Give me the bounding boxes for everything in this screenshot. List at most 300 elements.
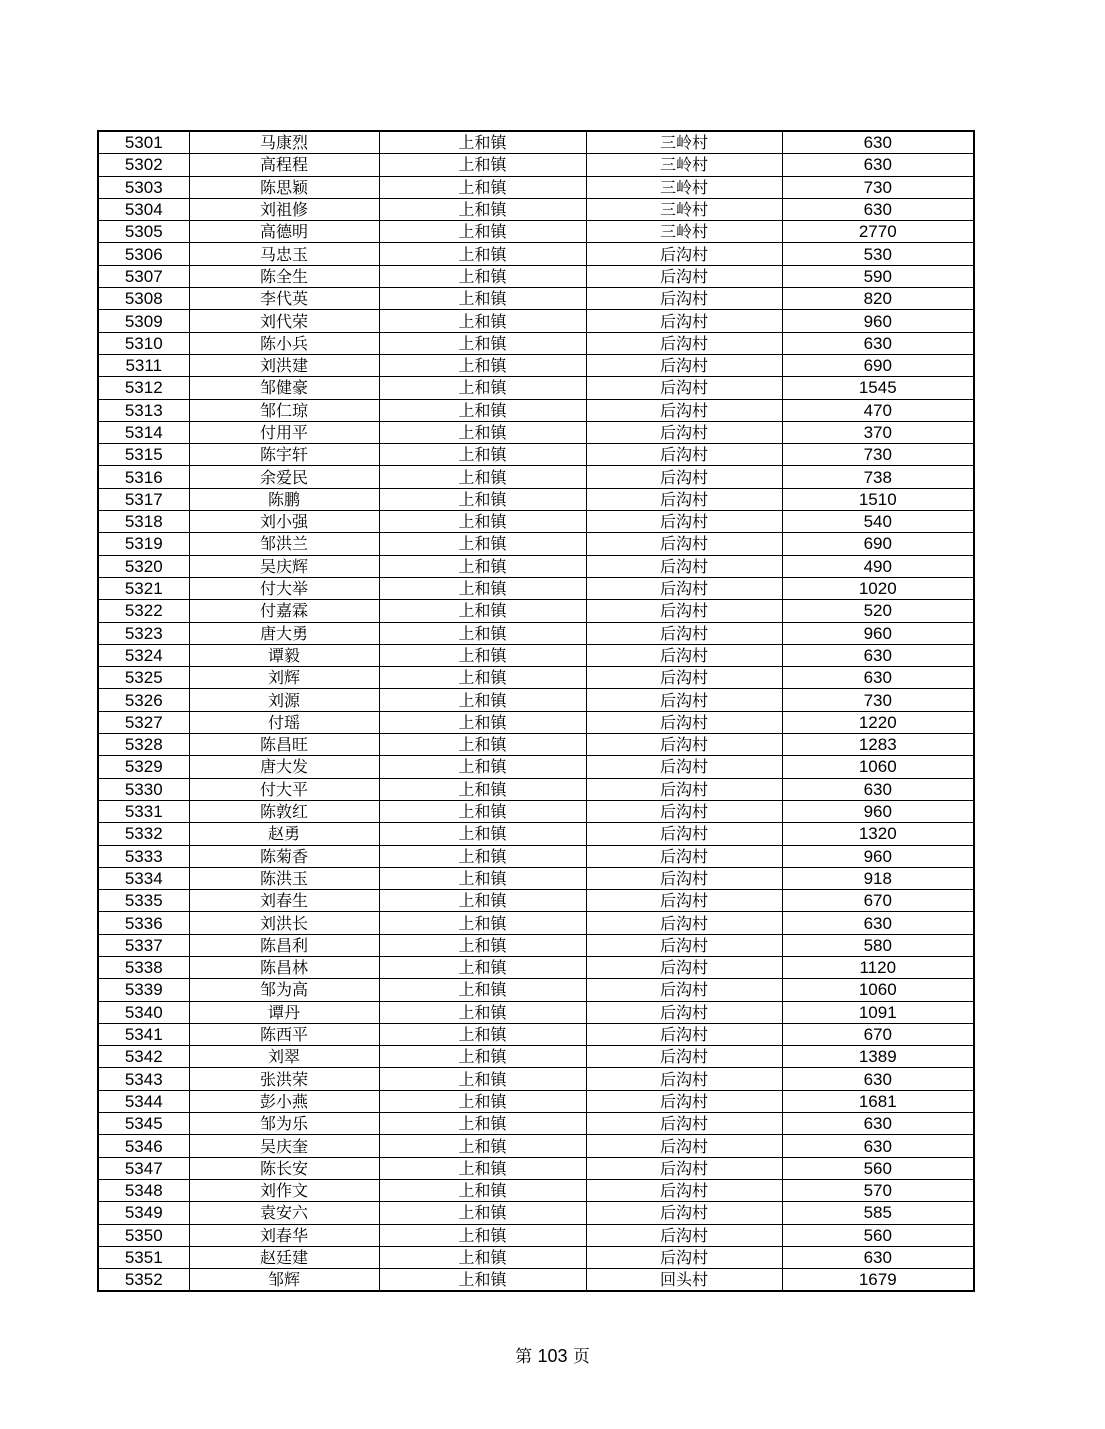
village-cell: 后沟村 bbox=[586, 1246, 782, 1268]
record-number-cell: 5322 bbox=[98, 600, 189, 622]
table-row bbox=[98, 131, 974, 154]
table-row bbox=[98, 1179, 974, 1201]
table-row bbox=[98, 1202, 974, 1224]
name-cell: 陈昌林 bbox=[189, 956, 379, 978]
town-cell: 上和镇 bbox=[379, 377, 586, 399]
village-cell: 后沟村 bbox=[586, 756, 782, 778]
name-cell: 付嘉霖 bbox=[189, 600, 379, 622]
village-cell: 后沟村 bbox=[586, 533, 782, 555]
table-row bbox=[98, 756, 974, 778]
town-cell: 上和镇 bbox=[379, 912, 586, 934]
name-cell: 余爱民 bbox=[189, 466, 379, 488]
amount-cell: 1681 bbox=[782, 1090, 974, 1112]
amount-cell: 1389 bbox=[782, 1046, 974, 1068]
amount-cell: 630 bbox=[782, 778, 974, 800]
amount-cell: 1020 bbox=[782, 577, 974, 599]
amount-cell: 630 bbox=[782, 644, 974, 666]
amount-cell: 690 bbox=[782, 533, 974, 555]
village-cell: 后沟村 bbox=[586, 890, 782, 912]
table-row bbox=[98, 399, 974, 421]
record-number-cell: 5306 bbox=[98, 243, 189, 265]
table-row bbox=[98, 332, 974, 354]
town-cell: 上和镇 bbox=[379, 667, 586, 689]
table-row bbox=[98, 1023, 974, 1045]
town-cell: 上和镇 bbox=[379, 488, 586, 510]
record-number-cell: 5315 bbox=[98, 444, 189, 466]
name-cell: 刘春华 bbox=[189, 1224, 379, 1246]
amount-cell: 820 bbox=[782, 288, 974, 310]
amount-cell: 1091 bbox=[782, 1001, 974, 1023]
amount-cell: 1060 bbox=[782, 979, 974, 1001]
village-cell: 后沟村 bbox=[586, 555, 782, 577]
record-number-cell: 5324 bbox=[98, 644, 189, 666]
amount-cell: 630 bbox=[782, 912, 974, 934]
amount-cell: 960 bbox=[782, 622, 974, 644]
amount-cell: 580 bbox=[782, 934, 974, 956]
town-cell: 上和镇 bbox=[379, 310, 586, 332]
record-number-cell: 5328 bbox=[98, 734, 189, 756]
table-row bbox=[98, 265, 974, 287]
amount-cell: 1283 bbox=[782, 734, 974, 756]
town-cell: 上和镇 bbox=[379, 399, 586, 421]
town-cell: 上和镇 bbox=[379, 154, 586, 176]
amount-cell: 1060 bbox=[782, 756, 974, 778]
table-row bbox=[98, 288, 974, 310]
record-number-cell: 5335 bbox=[98, 890, 189, 912]
record-number-cell: 5339 bbox=[98, 979, 189, 1001]
town-cell: 上和镇 bbox=[379, 1179, 586, 1201]
name-cell: 刘洪长 bbox=[189, 912, 379, 934]
record-number-cell: 5310 bbox=[98, 332, 189, 354]
table-row bbox=[98, 823, 974, 845]
name-cell: 陈昌旺 bbox=[189, 734, 379, 756]
record-number-cell: 5318 bbox=[98, 511, 189, 533]
village-cell: 后沟村 bbox=[586, 399, 782, 421]
village-cell: 回头村 bbox=[586, 1269, 782, 1292]
amount-cell: 520 bbox=[782, 600, 974, 622]
record-number-cell: 5346 bbox=[98, 1135, 189, 1157]
village-cell: 后沟村 bbox=[586, 934, 782, 956]
name-cell: 刘代荣 bbox=[189, 310, 379, 332]
town-cell: 上和镇 bbox=[379, 444, 586, 466]
table-row bbox=[98, 689, 974, 711]
record-number-cell: 5345 bbox=[98, 1113, 189, 1135]
table-row bbox=[98, 711, 974, 733]
village-cell: 后沟村 bbox=[586, 332, 782, 354]
record-number-cell: 5314 bbox=[98, 421, 189, 443]
name-cell: 陈敦红 bbox=[189, 800, 379, 822]
amount-cell: 630 bbox=[782, 1135, 974, 1157]
town-cell: 上和镇 bbox=[379, 354, 586, 376]
name-cell: 陈长安 bbox=[189, 1157, 379, 1179]
amount-cell: 960 bbox=[782, 310, 974, 332]
record-number-cell: 5316 bbox=[98, 466, 189, 488]
village-cell: 后沟村 bbox=[586, 823, 782, 845]
record-number-cell: 5333 bbox=[98, 845, 189, 867]
record-number-cell: 5343 bbox=[98, 1068, 189, 1090]
town-cell: 上和镇 bbox=[379, 466, 586, 488]
record-number-cell: 5338 bbox=[98, 956, 189, 978]
record-number-cell: 5342 bbox=[98, 1046, 189, 1068]
amount-cell: 570 bbox=[782, 1179, 974, 1201]
name-cell: 刘小强 bbox=[189, 511, 379, 533]
town-cell: 上和镇 bbox=[379, 1135, 586, 1157]
amount-cell: 370 bbox=[782, 421, 974, 443]
name-cell: 陈思颖 bbox=[189, 176, 379, 198]
table-row bbox=[98, 221, 974, 243]
town-cell: 上和镇 bbox=[379, 800, 586, 822]
town-cell: 上和镇 bbox=[379, 823, 586, 845]
record-number-cell: 5301 bbox=[98, 131, 189, 154]
table-row bbox=[98, 555, 974, 577]
town-cell: 上和镇 bbox=[379, 198, 586, 220]
table-row bbox=[98, 488, 974, 510]
amount-cell: 730 bbox=[782, 444, 974, 466]
town-cell: 上和镇 bbox=[379, 1068, 586, 1090]
town-cell: 上和镇 bbox=[379, 533, 586, 555]
town-cell: 上和镇 bbox=[379, 1023, 586, 1045]
town-cell: 上和镇 bbox=[379, 934, 586, 956]
record-number-cell: 5312 bbox=[98, 377, 189, 399]
town-cell: 上和镇 bbox=[379, 979, 586, 1001]
record-number-cell: 5309 bbox=[98, 310, 189, 332]
village-cell: 后沟村 bbox=[586, 912, 782, 934]
town-cell: 上和镇 bbox=[379, 1090, 586, 1112]
village-cell: 后沟村 bbox=[586, 511, 782, 533]
name-cell: 马忠玉 bbox=[189, 243, 379, 265]
record-number-cell: 5311 bbox=[98, 354, 189, 376]
town-cell: 上和镇 bbox=[379, 867, 586, 889]
table-row bbox=[98, 310, 974, 332]
name-cell: 赵勇 bbox=[189, 823, 379, 845]
name-cell: 李代英 bbox=[189, 288, 379, 310]
record-number-cell: 5305 bbox=[98, 221, 189, 243]
name-cell: 刘翠 bbox=[189, 1046, 379, 1068]
table-row bbox=[98, 511, 974, 533]
name-cell: 张洪荣 bbox=[189, 1068, 379, 1090]
record-number-cell: 5350 bbox=[98, 1224, 189, 1246]
town-cell: 上和镇 bbox=[379, 1269, 586, 1292]
record-number-cell: 5323 bbox=[98, 622, 189, 644]
amount-cell: 1120 bbox=[782, 956, 974, 978]
page-footer bbox=[0, 1342, 1105, 1367]
name-cell: 刘作文 bbox=[189, 1179, 379, 1201]
name-cell: 刘辉 bbox=[189, 667, 379, 689]
village-cell: 后沟村 bbox=[586, 377, 782, 399]
town-cell: 上和镇 bbox=[379, 689, 586, 711]
table-body bbox=[98, 131, 974, 1291]
town-cell: 上和镇 bbox=[379, 1113, 586, 1135]
town-cell: 上和镇 bbox=[379, 243, 586, 265]
record-number-cell: 5325 bbox=[98, 667, 189, 689]
amount-cell: 630 bbox=[782, 1068, 974, 1090]
record-number-cell: 5340 bbox=[98, 1001, 189, 1023]
village-cell: 三岭村 bbox=[586, 198, 782, 220]
record-number-cell: 5307 bbox=[98, 265, 189, 287]
table-row bbox=[98, 533, 974, 555]
table-row bbox=[98, 979, 974, 1001]
table-row bbox=[98, 934, 974, 956]
table-row bbox=[98, 1224, 974, 1246]
table-row bbox=[98, 890, 974, 912]
village-cell: 后沟村 bbox=[586, 644, 782, 666]
name-cell: 赵廷建 bbox=[189, 1246, 379, 1268]
name-cell: 陈宇轩 bbox=[189, 444, 379, 466]
town-cell: 上和镇 bbox=[379, 734, 586, 756]
amount-cell: 1510 bbox=[782, 488, 974, 510]
name-cell: 邹健豪 bbox=[189, 377, 379, 399]
town-cell: 上和镇 bbox=[379, 1001, 586, 1023]
record-number-cell: 5347 bbox=[98, 1157, 189, 1179]
name-cell: 高德明 bbox=[189, 221, 379, 243]
amount-cell: 630 bbox=[782, 198, 974, 220]
village-cell: 后沟村 bbox=[586, 734, 782, 756]
town-cell: 上和镇 bbox=[379, 1046, 586, 1068]
table-row bbox=[98, 1157, 974, 1179]
record-number-cell: 5336 bbox=[98, 912, 189, 934]
record-number-cell: 5332 bbox=[98, 823, 189, 845]
name-cell: 刘洪建 bbox=[189, 354, 379, 376]
table-row bbox=[98, 444, 974, 466]
name-cell: 吴庆奎 bbox=[189, 1135, 379, 1157]
name-cell: 谭毅 bbox=[189, 644, 379, 666]
table-row bbox=[98, 1135, 974, 1157]
town-cell: 上和镇 bbox=[379, 131, 586, 154]
village-cell: 后沟村 bbox=[586, 1179, 782, 1201]
name-cell: 谭丹 bbox=[189, 1001, 379, 1023]
record-number-cell: 5313 bbox=[98, 399, 189, 421]
record-number-cell: 5308 bbox=[98, 288, 189, 310]
village-cell: 后沟村 bbox=[586, 800, 782, 822]
table-row bbox=[98, 1046, 974, 1068]
town-cell: 上和镇 bbox=[379, 600, 586, 622]
village-cell: 后沟村 bbox=[586, 979, 782, 1001]
amount-cell: 590 bbox=[782, 265, 974, 287]
village-cell: 后沟村 bbox=[586, 1046, 782, 1068]
payment-table bbox=[97, 130, 975, 1292]
name-cell: 邹洪兰 bbox=[189, 533, 379, 555]
town-cell: 上和镇 bbox=[379, 1246, 586, 1268]
name-cell: 陈小兵 bbox=[189, 332, 379, 354]
village-cell: 后沟村 bbox=[586, 1090, 782, 1112]
amount-cell: 670 bbox=[782, 890, 974, 912]
table-row bbox=[98, 176, 974, 198]
table-row bbox=[98, 734, 974, 756]
amount-cell: 730 bbox=[782, 176, 974, 198]
town-cell: 上和镇 bbox=[379, 845, 586, 867]
name-cell: 邹辉 bbox=[189, 1269, 379, 1292]
amount-cell: 630 bbox=[782, 1113, 974, 1135]
amount-cell: 530 bbox=[782, 243, 974, 265]
record-number-cell: 5327 bbox=[98, 711, 189, 733]
table-row bbox=[98, 421, 974, 443]
town-cell: 上和镇 bbox=[379, 555, 586, 577]
name-cell: 袁安六 bbox=[189, 1202, 379, 1224]
amount-cell: 470 bbox=[782, 399, 974, 421]
village-cell: 后沟村 bbox=[586, 265, 782, 287]
village-cell: 后沟村 bbox=[586, 1023, 782, 1045]
name-cell: 邹为高 bbox=[189, 979, 379, 1001]
record-number-cell: 5304 bbox=[98, 198, 189, 220]
name-cell: 彭小燕 bbox=[189, 1090, 379, 1112]
amount-cell: 918 bbox=[782, 867, 974, 889]
name-cell: 陈洪玉 bbox=[189, 867, 379, 889]
town-cell: 上和镇 bbox=[379, 711, 586, 733]
village-cell: 后沟村 bbox=[586, 1113, 782, 1135]
table-row bbox=[98, 198, 974, 220]
town-cell: 上和镇 bbox=[379, 577, 586, 599]
record-number-cell: 5341 bbox=[98, 1023, 189, 1045]
village-cell: 后沟村 bbox=[586, 867, 782, 889]
name-cell: 高程程 bbox=[189, 154, 379, 176]
record-number-cell: 5334 bbox=[98, 867, 189, 889]
village-cell: 后沟村 bbox=[586, 243, 782, 265]
record-number-cell: 5330 bbox=[98, 778, 189, 800]
village-cell: 三岭村 bbox=[586, 221, 782, 243]
town-cell: 上和镇 bbox=[379, 756, 586, 778]
record-number-cell: 5331 bbox=[98, 800, 189, 822]
town-cell: 上和镇 bbox=[379, 511, 586, 533]
village-cell: 后沟村 bbox=[586, 488, 782, 510]
town-cell: 上和镇 bbox=[379, 1224, 586, 1246]
name-cell: 陈菊香 bbox=[189, 845, 379, 867]
table-row bbox=[98, 778, 974, 800]
name-cell: 付瑶 bbox=[189, 711, 379, 733]
town-cell: 上和镇 bbox=[379, 644, 586, 666]
record-number-cell: 5321 bbox=[98, 577, 189, 599]
town-cell: 上和镇 bbox=[379, 421, 586, 443]
name-cell: 刘源 bbox=[189, 689, 379, 711]
amount-cell: 540 bbox=[782, 511, 974, 533]
village-cell: 后沟村 bbox=[586, 466, 782, 488]
table-row bbox=[98, 956, 974, 978]
amount-cell: 690 bbox=[782, 354, 974, 376]
name-cell: 陈昌利 bbox=[189, 934, 379, 956]
record-number-cell: 5352 bbox=[98, 1269, 189, 1292]
village-cell: 后沟村 bbox=[586, 956, 782, 978]
table-row bbox=[98, 243, 974, 265]
village-cell: 后沟村 bbox=[586, 310, 782, 332]
village-cell: 后沟村 bbox=[586, 354, 782, 376]
table-row bbox=[98, 867, 974, 889]
table-row bbox=[98, 644, 974, 666]
table-row bbox=[98, 577, 974, 599]
town-cell: 上和镇 bbox=[379, 1202, 586, 1224]
record-number-cell: 5337 bbox=[98, 934, 189, 956]
table-row bbox=[98, 1068, 974, 1090]
page-suffix: 页 bbox=[572, 1347, 590, 1367]
table-row bbox=[98, 1269, 974, 1292]
table-row bbox=[98, 1090, 974, 1112]
table-row bbox=[98, 845, 974, 867]
table-row bbox=[98, 622, 974, 644]
amount-cell: 670 bbox=[782, 1023, 974, 1045]
name-cell: 唐大勇 bbox=[189, 622, 379, 644]
amount-cell: 1220 bbox=[782, 711, 974, 733]
page-prefix: 第 bbox=[515, 1347, 533, 1367]
table-row bbox=[98, 1113, 974, 1135]
table-row bbox=[98, 912, 974, 934]
village-cell: 后沟村 bbox=[586, 1068, 782, 1090]
name-cell: 付大举 bbox=[189, 577, 379, 599]
record-number-cell: 5303 bbox=[98, 176, 189, 198]
village-cell: 三岭村 bbox=[586, 154, 782, 176]
village-cell: 后沟村 bbox=[586, 1224, 782, 1246]
record-number-cell: 5319 bbox=[98, 533, 189, 555]
table-row bbox=[98, 466, 974, 488]
page-number: 103 bbox=[537, 1346, 568, 1366]
town-cell: 上和镇 bbox=[379, 622, 586, 644]
amount-cell: 2770 bbox=[782, 221, 974, 243]
record-number-cell: 5317 bbox=[98, 488, 189, 510]
village-cell: 后沟村 bbox=[586, 288, 782, 310]
table-row bbox=[98, 800, 974, 822]
record-number-cell: 5344 bbox=[98, 1090, 189, 1112]
record-number-cell: 5302 bbox=[98, 154, 189, 176]
village-cell: 后沟村 bbox=[586, 845, 782, 867]
amount-cell: 560 bbox=[782, 1157, 974, 1179]
town-cell: 上和镇 bbox=[379, 778, 586, 800]
amount-cell: 630 bbox=[782, 332, 974, 354]
town-cell: 上和镇 bbox=[379, 176, 586, 198]
village-cell: 后沟村 bbox=[586, 600, 782, 622]
village-cell: 后沟村 bbox=[586, 444, 782, 466]
town-cell: 上和镇 bbox=[379, 265, 586, 287]
village-cell: 后沟村 bbox=[586, 622, 782, 644]
table-row bbox=[98, 600, 974, 622]
table-row bbox=[98, 667, 974, 689]
name-cell: 邹为乐 bbox=[189, 1113, 379, 1135]
village-cell: 后沟村 bbox=[586, 577, 782, 599]
amount-cell: 585 bbox=[782, 1202, 974, 1224]
name-cell: 陈全生 bbox=[189, 265, 379, 287]
amount-cell: 630 bbox=[782, 1246, 974, 1268]
amount-cell: 1679 bbox=[782, 1269, 974, 1292]
record-number-cell: 5349 bbox=[98, 1202, 189, 1224]
table-row bbox=[98, 377, 974, 399]
town-cell: 上和镇 bbox=[379, 288, 586, 310]
amount-cell: 738 bbox=[782, 466, 974, 488]
town-cell: 上和镇 bbox=[379, 956, 586, 978]
amount-cell: 960 bbox=[782, 800, 974, 822]
town-cell: 上和镇 bbox=[379, 332, 586, 354]
table-row bbox=[98, 354, 974, 376]
name-cell: 马康烈 bbox=[189, 131, 379, 154]
village-cell: 后沟村 bbox=[586, 1157, 782, 1179]
amount-cell: 630 bbox=[782, 667, 974, 689]
name-cell: 唐大发 bbox=[189, 756, 379, 778]
name-cell: 邹仁琼 bbox=[189, 399, 379, 421]
amount-cell: 560 bbox=[782, 1224, 974, 1246]
name-cell: 陈鹏 bbox=[189, 488, 379, 510]
village-cell: 后沟村 bbox=[586, 1001, 782, 1023]
town-cell: 上和镇 bbox=[379, 1157, 586, 1179]
village-cell: 后沟村 bbox=[586, 667, 782, 689]
name-cell: 吴庆辉 bbox=[189, 555, 379, 577]
village-cell: 后沟村 bbox=[586, 689, 782, 711]
name-cell: 刘春生 bbox=[189, 890, 379, 912]
table-row bbox=[98, 154, 974, 176]
village-cell: 后沟村 bbox=[586, 1202, 782, 1224]
village-cell: 三岭村 bbox=[586, 176, 782, 198]
name-cell: 付大平 bbox=[189, 778, 379, 800]
record-number-cell: 5329 bbox=[98, 756, 189, 778]
record-number-cell: 5348 bbox=[98, 1179, 189, 1201]
name-cell: 刘祖修 bbox=[189, 198, 379, 220]
town-cell: 上和镇 bbox=[379, 221, 586, 243]
amount-cell: 630 bbox=[782, 131, 974, 154]
village-cell: 三岭村 bbox=[586, 131, 782, 154]
